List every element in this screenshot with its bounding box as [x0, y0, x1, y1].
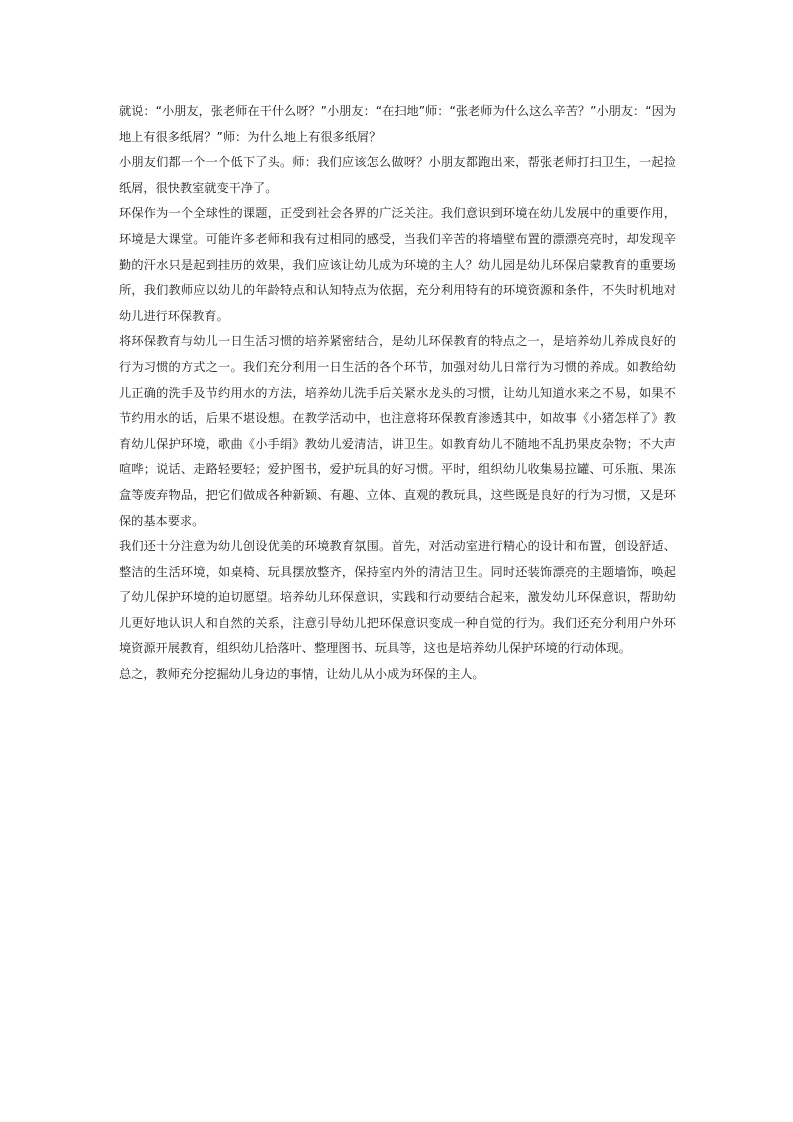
paragraph-dialogue-1: 就说：“小朋友，张老师在干什么呀？”小朋友：“在扫地”师：“张老师为什么这么辛苦？”小朋友：“因为地上有很多纸屑？”师：为什么地上有很多纸屑？	[119, 104, 676, 144]
paragraph-daily-habits: 将环保教育与幼儿一日生活习惯的培养紧密结合，是幼儿环保教育的特点之一，是培养幼儿养成良好的行为习惯的方式之一。我们充分利用一日生活的各个环节，加强对幼儿日常行为习惯的养成。如教给幼儿正确的洗手及节约用水的方法，培养幼儿洗手后关紧水龙头的习惯，让幼儿知道水来之不易，如果不节约用水的话，后果不堪设想。在教学活动中，也注意将环保教育渗透其中，如故事《小猪怎样了》教育幼儿保护环境，歌曲《小手绢》教幼儿爱清洁，讲卫生。如教育幼儿不随地不乱扔果皮杂物；不大声喧哗；说话、走路轻要轻；爱护图书，爱护玩具的好习惯。平时，组织幼儿收集易拉罐、可乐瓶、果冻盒等废弃物品，把它们做成各种新颖、有趣、立体、直观的教玩具，这些既是良好的行为习惯，又是环保的基本要求。	[119, 334, 676, 528]
paragraph-conclusion: 总之，教师充分挖掘幼儿身边的事情，让幼儿从小成为环保的主人。	[119, 667, 485, 682]
paragraph-environment-intro: 环保作为一个全球性的课题，正受到社会各界的广泛关注。我们意识到环境在幼儿发展中的重要作用，环境是大课堂。可能许多老师和我有过相同的感受，当我们辛苦的将墙壁布置的漂漂亮亮时，却发现辛勤的汗水只是起到挂历的效果，我们应该让幼儿成为环境的主人？幼儿园是幼儿环保启蒙教育的重要场所，我们教师应以幼儿的年龄特点和认知特点为依据，充分利用特有的环境资源和条件，不失时机地对幼儿进行环保教育。	[119, 206, 676, 323]
paragraph-atmosphere: 我们还十分注意为幼儿创设优美的环境教育氛围。首先，对活动室进行精心的设计和布置，创设舒适、整洁的生活环境，如桌椅、玩具摆放整齐，保持室内外的清洁卫生。同时还装饰漂亮的主题墙饰，唤起了幼儿保护环境的迫切愿望。培养幼儿环保意识，实践和行动要结合起来，激发幼儿环保意识，帮助幼儿更好地认识人和自然的关系，注意引导幼儿把环保意识变成一种自觉的行为。我们还充分利用户外环境资源开展教育，组织幼儿拾落叶、整理图书、玩具等，这也是培养幼儿保护环境的行动体现。	[119, 539, 676, 656]
paragraph-dialogue-2: 小朋友们都一个一个低下了头。师：我们应该怎么做呀？小朋友都跑出来，帮张老师打扫卫生，一起捡纸屑，很快教室就变干净了。	[119, 155, 676, 195]
document-body	[119, 99, 676, 688]
